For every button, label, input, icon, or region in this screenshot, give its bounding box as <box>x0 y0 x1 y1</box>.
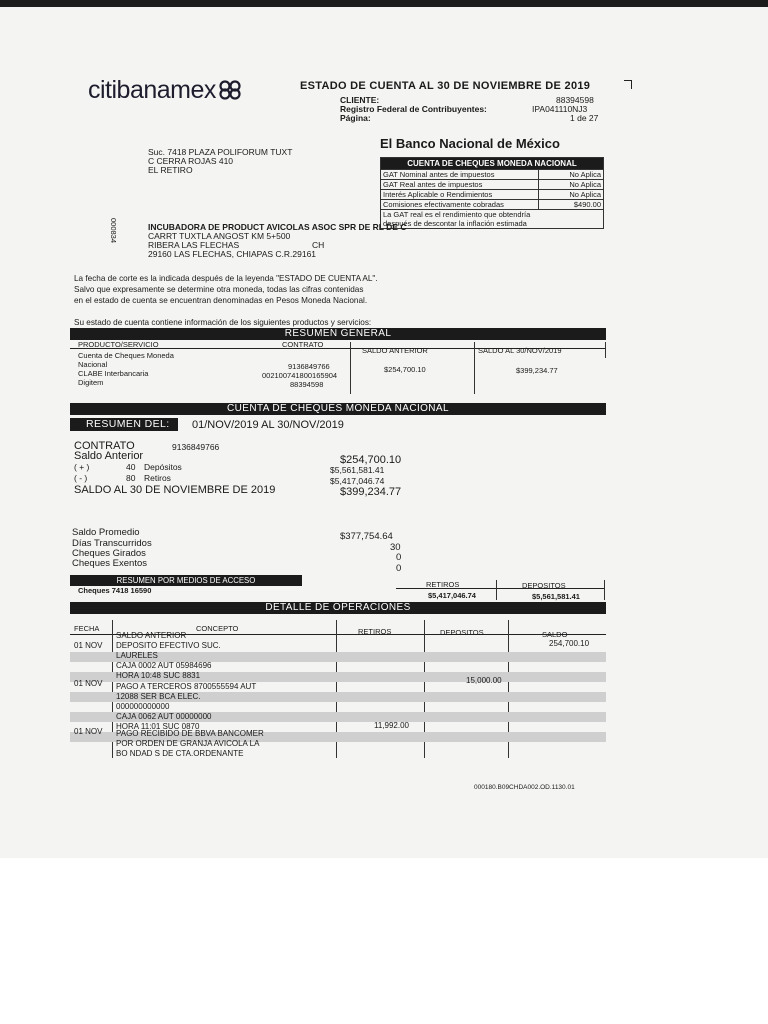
depositos-count: 40 <box>126 462 136 472</box>
saldo-final-label: SALDO AL 30 DE NOVIEMBRE DE 2019 <box>74 484 276 496</box>
medios-acceso-header: RESUMEN POR MEDIOS DE ACCESO <box>70 575 302 586</box>
cliente-value: 88394598 <box>556 95 594 105</box>
medios-row-label: Cheques 7418 16590 <box>78 586 152 595</box>
col-saldo-header: SALDO <box>542 630 568 639</box>
dias-label: Días Transcurridos <box>72 538 152 549</box>
medios-retiros-value: $5,417,046.74 <box>428 591 476 600</box>
branch-line-2: C CERRA ROJAS 410 <box>148 156 234 166</box>
statement-title: ESTADO DE CUENTA AL 30 DE NOVIEMBRE DE 2019 <box>300 80 591 92</box>
table-row: LAURELES <box>116 651 158 660</box>
client-name: INCUBADORA DE PRODUCT AVICOLAS ASOC SPR DE RL DE C <box>148 222 407 232</box>
resumen-del-label: RESUMEN DEL: <box>86 418 170 430</box>
medios-retiros-label: RETIROS <box>426 580 460 589</box>
table-row: CAJA 0062 AUT 00000000 <box>116 712 212 721</box>
table-row: CAJA 0002 AUT 05984696 <box>116 661 212 670</box>
contrato-value-1: 9136849766 <box>288 362 330 371</box>
client-address-3: 29160 LAS FLECHAS, CHIAPAS C.R.29161 <box>148 249 317 259</box>
column-divider <box>474 342 475 394</box>
bank-logo <box>88 76 242 105</box>
cliente-label: CLIENTE: <box>340 95 380 105</box>
contrato-label: CONTRATO <box>74 440 135 452</box>
saldo-cell: 254,700.10 <box>549 639 590 648</box>
notice-line-3: en el estado de cuenta se encuentran denominadas en Pesos Moneda Nacional. <box>74 296 368 305</box>
column-divider <box>605 342 606 358</box>
girados-label: Cheques Girados <box>72 548 146 559</box>
table-row: 12088 SER BCA ELEC. <box>116 692 201 701</box>
detalle-operaciones-header: DETALLE DE OPERACIONES <box>70 602 606 614</box>
gat-row: GAT Real antes de impuestos No Aplica <box>381 180 604 190</box>
scan-top-edge <box>0 0 768 7</box>
notice-line-4: Su estado de cuenta contiene información de los siguientes productos y servicios: <box>74 318 372 327</box>
gat-table-title: CUENTA DE CHEQUES MONEDA NACIONAL <box>381 158 604 170</box>
retiros-cell: 11,992.00 <box>374 721 409 730</box>
col-saldo-al-header: SALDO AL 30/NOV/2019 <box>478 346 562 355</box>
rfc-value: IPA041110NJ3 <box>532 104 588 114</box>
depositos-cell: 15,000.00 <box>466 676 502 685</box>
product-name-1b: Nacional <box>78 360 108 369</box>
logo-text: citibanamex <box>88 76 216 104</box>
gat-note: La GAT real es el rendimiento que obtendría después de descontar la inflación estimada <box>381 210 604 229</box>
rfc-label: Registro Federal de Contribuyentes: <box>340 104 487 114</box>
contrato-value-3: 88394598 <box>290 380 324 389</box>
table-row: BO NDAD S DE CTA.ORDENANTE <box>116 749 244 758</box>
banamex-emblem-icon <box>218 79 242 101</box>
retiros-label: Retiros <box>144 473 171 483</box>
table-row: PAGO RECIBIDO DE BBVA BANCOMER <box>116 729 264 738</box>
table-row: SALDO ANTERIOR <box>116 631 187 640</box>
saldo-anterior-label: Saldo Anterior <box>74 450 144 462</box>
resumen-period: 01/NOV/2019 AL 30/NOV/2019 <box>192 419 344 431</box>
saldo-final-amount: $399,234.77 <box>340 486 402 498</box>
fecha-cell: 01 NOV <box>74 641 103 650</box>
exentos-label: Cheques Exentos <box>72 558 147 569</box>
depositos-label: Depósitos <box>144 462 182 472</box>
pagina-value: 1 de 27 <box>570 113 599 123</box>
col-depositos-header: DEPOSITOS <box>440 628 484 637</box>
gat-row: Comisiones efectivamente cobradas $490.00 <box>381 200 604 210</box>
medios-depositos-label: DEPOSITOS <box>522 581 566 590</box>
retiros-count: 80 <box>126 473 136 483</box>
col-saldo-anterior-header: SALDO ANTERIOR <box>362 346 428 355</box>
product-name-3: Digitem <box>78 378 104 387</box>
col-retiros-header: RETIROS <box>358 627 392 636</box>
cuenta-cheques-header: CUENTA DE CHEQUES MONEDA NACIONAL <box>70 403 606 415</box>
table-row: 000000000000 <box>116 702 170 711</box>
product-name-1: Cuenta de Cheques Moneda <box>78 351 174 360</box>
branch-line-1: Suc. 7418 PLAZA POLIFORUM TUXT <box>148 147 293 157</box>
resumen-del-tag <box>70 418 178 431</box>
saldo-promedio-value: $377,754.64 <box>340 531 393 542</box>
retiros-amount: $5,417,046.74 <box>330 476 385 486</box>
table-row: DEPOSITO EFECTIVO SUC. <box>116 641 221 650</box>
side-code: 000834 <box>109 218 118 244</box>
col-concepto-header: CONCEPTO <box>196 624 239 633</box>
table-row: PAGO A TERCEROS 8700555594 AUT <box>116 682 257 691</box>
fecha-cell: 01 NOV <box>74 679 103 688</box>
saldo-al-value: $399,234.77 <box>516 366 558 375</box>
bank-name: El Banco Nacional de México <box>380 136 560 151</box>
gat-row: Interés Aplicable o Rendimientos No Aplica <box>381 190 604 200</box>
product-name-2: CLABE Interbancaria <box>78 369 149 378</box>
girados-value: 0 <box>396 552 402 563</box>
table-row: POR ORDEN DE GRANJA AVICOLA LA <box>116 739 260 748</box>
notice-line-2: Salvo que expresamente se determine otra moneda, todas las cifras contenidas <box>74 285 364 294</box>
saldo-anterior-value: $254,700.10 <box>384 365 426 374</box>
saldo-promedio-label: Saldo Promedio <box>72 527 140 538</box>
column-divider <box>496 580 497 600</box>
col-product-header: PRODUCTO/SERVICIO <box>78 340 159 349</box>
column-divider <box>604 580 605 600</box>
minus-sign: ( - ) <box>74 473 88 483</box>
resumen-general-header: RESUMEN GENERAL <box>70 328 606 340</box>
branch-line-3: EL RETIRO <box>148 165 193 175</box>
col-fecha-header: FECHA <box>74 624 100 633</box>
dias-value: 30 <box>390 542 401 553</box>
contrato-value: 9136849766 <box>172 442 220 452</box>
column-divider <box>350 342 351 394</box>
depositos-amount: $5,561,581.41 <box>330 465 385 475</box>
col-contrato-header: CONTRATO <box>282 340 324 349</box>
medios-depositos-value: $5,561,581.41 <box>532 592 580 601</box>
plus-sign: ( + ) <box>74 462 90 472</box>
pagina-label: Página: <box>340 113 371 123</box>
contrato-value-2: 002100741800165904 <box>262 371 338 380</box>
client-address-2: RIBERA LAS FLECHAS <box>148 240 240 250</box>
footer-code: 000180.B09CHDA002.OD.1130.01 <box>474 784 575 791</box>
corner-mark <box>624 80 632 89</box>
client-address-1: CARRT TUXTLA ANGOST KM 5+500 <box>148 231 291 241</box>
table-row: HORA 10:48 SUC 8831 <box>116 671 201 680</box>
exentos-value: 0 <box>396 563 402 574</box>
gat-row: GAT Nominal antes de impuestos No Aplica <box>381 170 604 180</box>
client-state: CH <box>312 240 325 250</box>
notice-line-1: La fecha de corte es la indicada después de la leyenda "ESTADO DE CUENTA AL". <box>74 274 378 283</box>
gat-info-table <box>380 157 604 229</box>
table-row: HORA 11:01 SUC 0870 <box>116 722 200 731</box>
fecha-cell: 01 NOV <box>74 727 103 736</box>
saldo-anterior-amount: $254,700.10 <box>340 454 402 466</box>
